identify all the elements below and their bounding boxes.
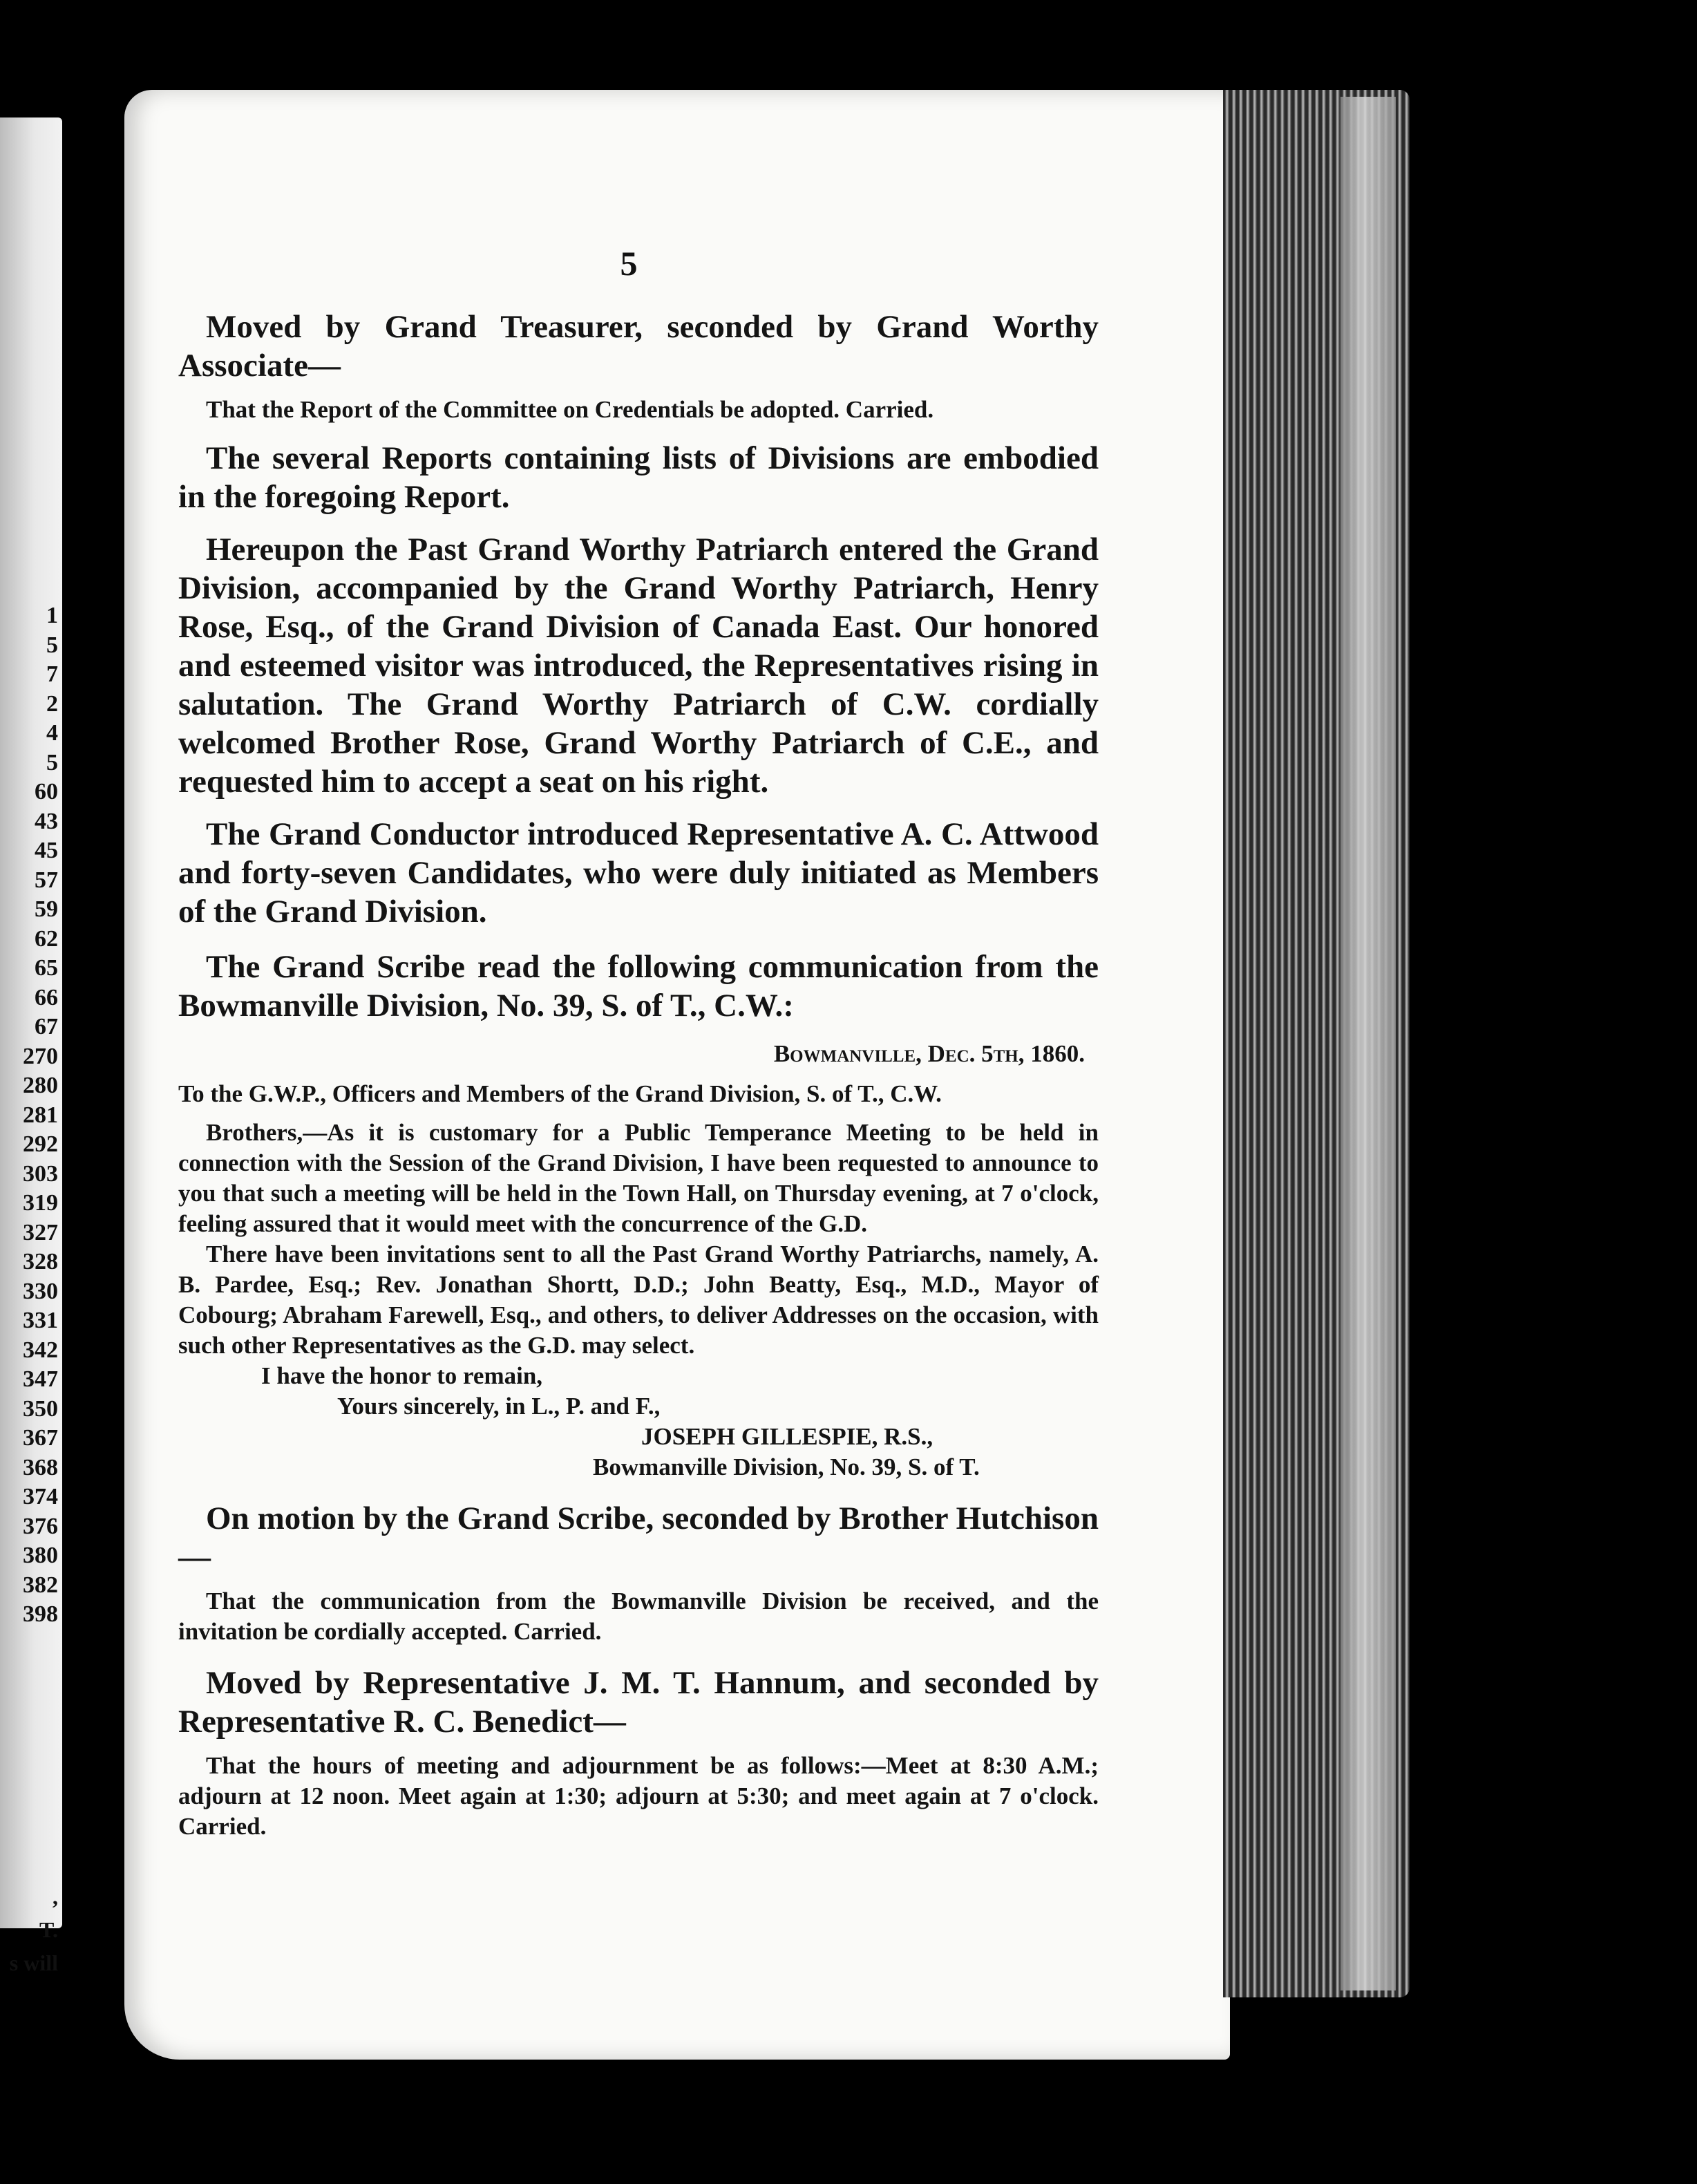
letter-body-paragraph-1: Brothers,—As it is customary for a Public Temperance Meeting to be held in connection with the Session of the Grand Division, I have been requested to announce to you that such a meeting will be held in the Town Hall, on Thursday evening, at 7 o'clock, feeling assured that it would meet with the concurrence of the G.D. [178, 1119, 1099, 1237]
paragraph-meeting-hours: That the hours of meeting and adjournment be as follows:—Meet at 8:30 A.M.; adjourn at 12 noon. Meet again at 1:30; adjourn at 5:30; and meet again at 7 o'clock. Carried. [178, 1752, 1099, 1840]
facing-page-number: 62 [35, 925, 58, 952]
facing-page-number: 281 [23, 1102, 58, 1128]
facing-page-number: 330 [23, 1278, 58, 1304]
letter-valediction: Yours sincerely, in L., P. and F., [337, 1393, 661, 1420]
paragraph-motion-hannum: Moved by Representative J. M. T. Hannum, and seconded by Representative R. C. Benedict— [178, 1665, 1099, 1740]
paragraph-motion-scribe: On motion by the Grand Scribe, seconded by Brother Hutchison— [178, 1500, 1099, 1575]
facing-page-tail-fragment: , [53, 1884, 58, 1909]
facing-page-edge [0, 117, 62, 1975]
facing-page-tail-fragment: T. [39, 1917, 58, 1942]
paragraph-communication-intro: The Grand Scribe read the following communication from the Bowmanville Division, No. 39, S. of T., C.W.: [178, 949, 1099, 1024]
facing-page-number: 4 [46, 720, 58, 746]
letter-body-paragraph-2: There have been invitations sent to all the Past Grand Worthy Patriarchs, namely, A. B. Pardee, Esq.; Rev. Jonathan Shortt, D.D.; John Beatty, Esq., M.D., Mayor of Cobourg; Abraham Farewell, Esq., and others, to deliver Addresses on the occasion, with such other Representatives as the G.D. may select. [178, 1241, 1099, 1359]
facing-page-number: 319 [23, 1190, 58, 1216]
facing-page-number: 65 [35, 955, 58, 981]
page-text-column [178, 245, 1099, 1842]
facing-page-number: 270 [23, 1043, 58, 1069]
facing-page-number: 327 [23, 1219, 58, 1245]
letter-closing-line: I have the honor to remain, [261, 1362, 543, 1389]
facing-page-number: 303 [23, 1160, 58, 1187]
letter-dateline: Bowmanville, Dec. 5th, 1860. [773, 1040, 1085, 1067]
facing-page-number: 5 [46, 749, 58, 775]
facing-page-number: 57 [35, 867, 58, 893]
facing-page-number: 67 [35, 1014, 58, 1039]
facing-page-number: 1 [46, 603, 58, 628]
paragraph-candidates-initiated: The Grand Conductor introduced Representative A. C. Attwood and forty-seven Candidates, who were duly initiated as Members of the Grand Division. [178, 816, 1099, 930]
facing-page-number: 367 [23, 1425, 58, 1451]
facing-page-number: 328 [23, 1249, 58, 1274]
facing-page-number: 280 [23, 1073, 58, 1098]
letter-addressee: To the G.W.P., Officers and Members of the Grand Division, S. of T., C.W. [178, 1080, 942, 1107]
facing-page-number: 45 [35, 838, 58, 863]
facing-page-number-column [3, 601, 62, 1630]
facing-page-number: 331 [23, 1308, 58, 1333]
letter-signature-division: Bowmanville Division, No. 39, S. of T. [593, 1453, 980, 1480]
facing-page-number: 374 [23, 1484, 58, 1509]
facing-page-number: 5 [46, 632, 58, 658]
facing-page-tail-fragment: s will [9, 1950, 58, 1975]
facing-page-number: 59 [35, 896, 58, 922]
facing-page-number: 368 [23, 1454, 58, 1480]
facing-page-number: 382 [23, 1572, 58, 1598]
facing-page-number: 398 [23, 1601, 58, 1627]
facing-page-tail-text [0, 1880, 62, 1979]
facing-page-number: 376 [23, 1513, 58, 1539]
facing-page-number: 350 [23, 1395, 58, 1422]
book-page-edges-highlight [1340, 97, 1396, 1990]
facing-page-number: 43 [35, 808, 58, 834]
paragraph-reports-embodied: The several Reports containing lists of Divisions are embodied in the foregoing Report. [178, 440, 1099, 515]
paragraph-credentials-report: That the Report of the Committee on Credentials be adopted. Carried. [206, 396, 934, 423]
page-number: 5 [620, 244, 638, 283]
letter-signature-name: JOSEPH GILLESPIE, R.S., [641, 1423, 933, 1450]
facing-page-number: 380 [23, 1543, 58, 1568]
paragraph-visitor-welcome: Hereupon the Past Grand Worthy Patriarch entered the Grand Division, accompanied by the Grand Worthy Patriarch, Henry Rose, Esq., of the Grand Division of Canada East. Our honored and esteemed visitor was introduced, the Representatives rising in salutation. The Grand Worthy Patriarch of C.W. cordially welcomed Brother Rose, Grand Worthy Patriarch of C.E., and requested him to accept a seat on his right. [178, 531, 1099, 800]
paragraph-motion-treasurer: Moved by Grand Treasurer, seconded by Grand Worthy Associate— [178, 309, 1099, 384]
facing-page-number: 2 [46, 690, 58, 717]
facing-page-number: 60 [35, 779, 58, 804]
facing-page-number: 342 [23, 1337, 58, 1363]
facing-page-number: 7 [46, 661, 58, 687]
facing-page-number: 292 [23, 1131, 58, 1157]
facing-page-number: 66 [35, 984, 58, 1010]
paragraph-invitation-accepted: That the communication from the Bowmanville Division be received, and the invitation be cordially accepted. Carried. [178, 1588, 1099, 1645]
facing-page-number: 347 [23, 1366, 58, 1392]
